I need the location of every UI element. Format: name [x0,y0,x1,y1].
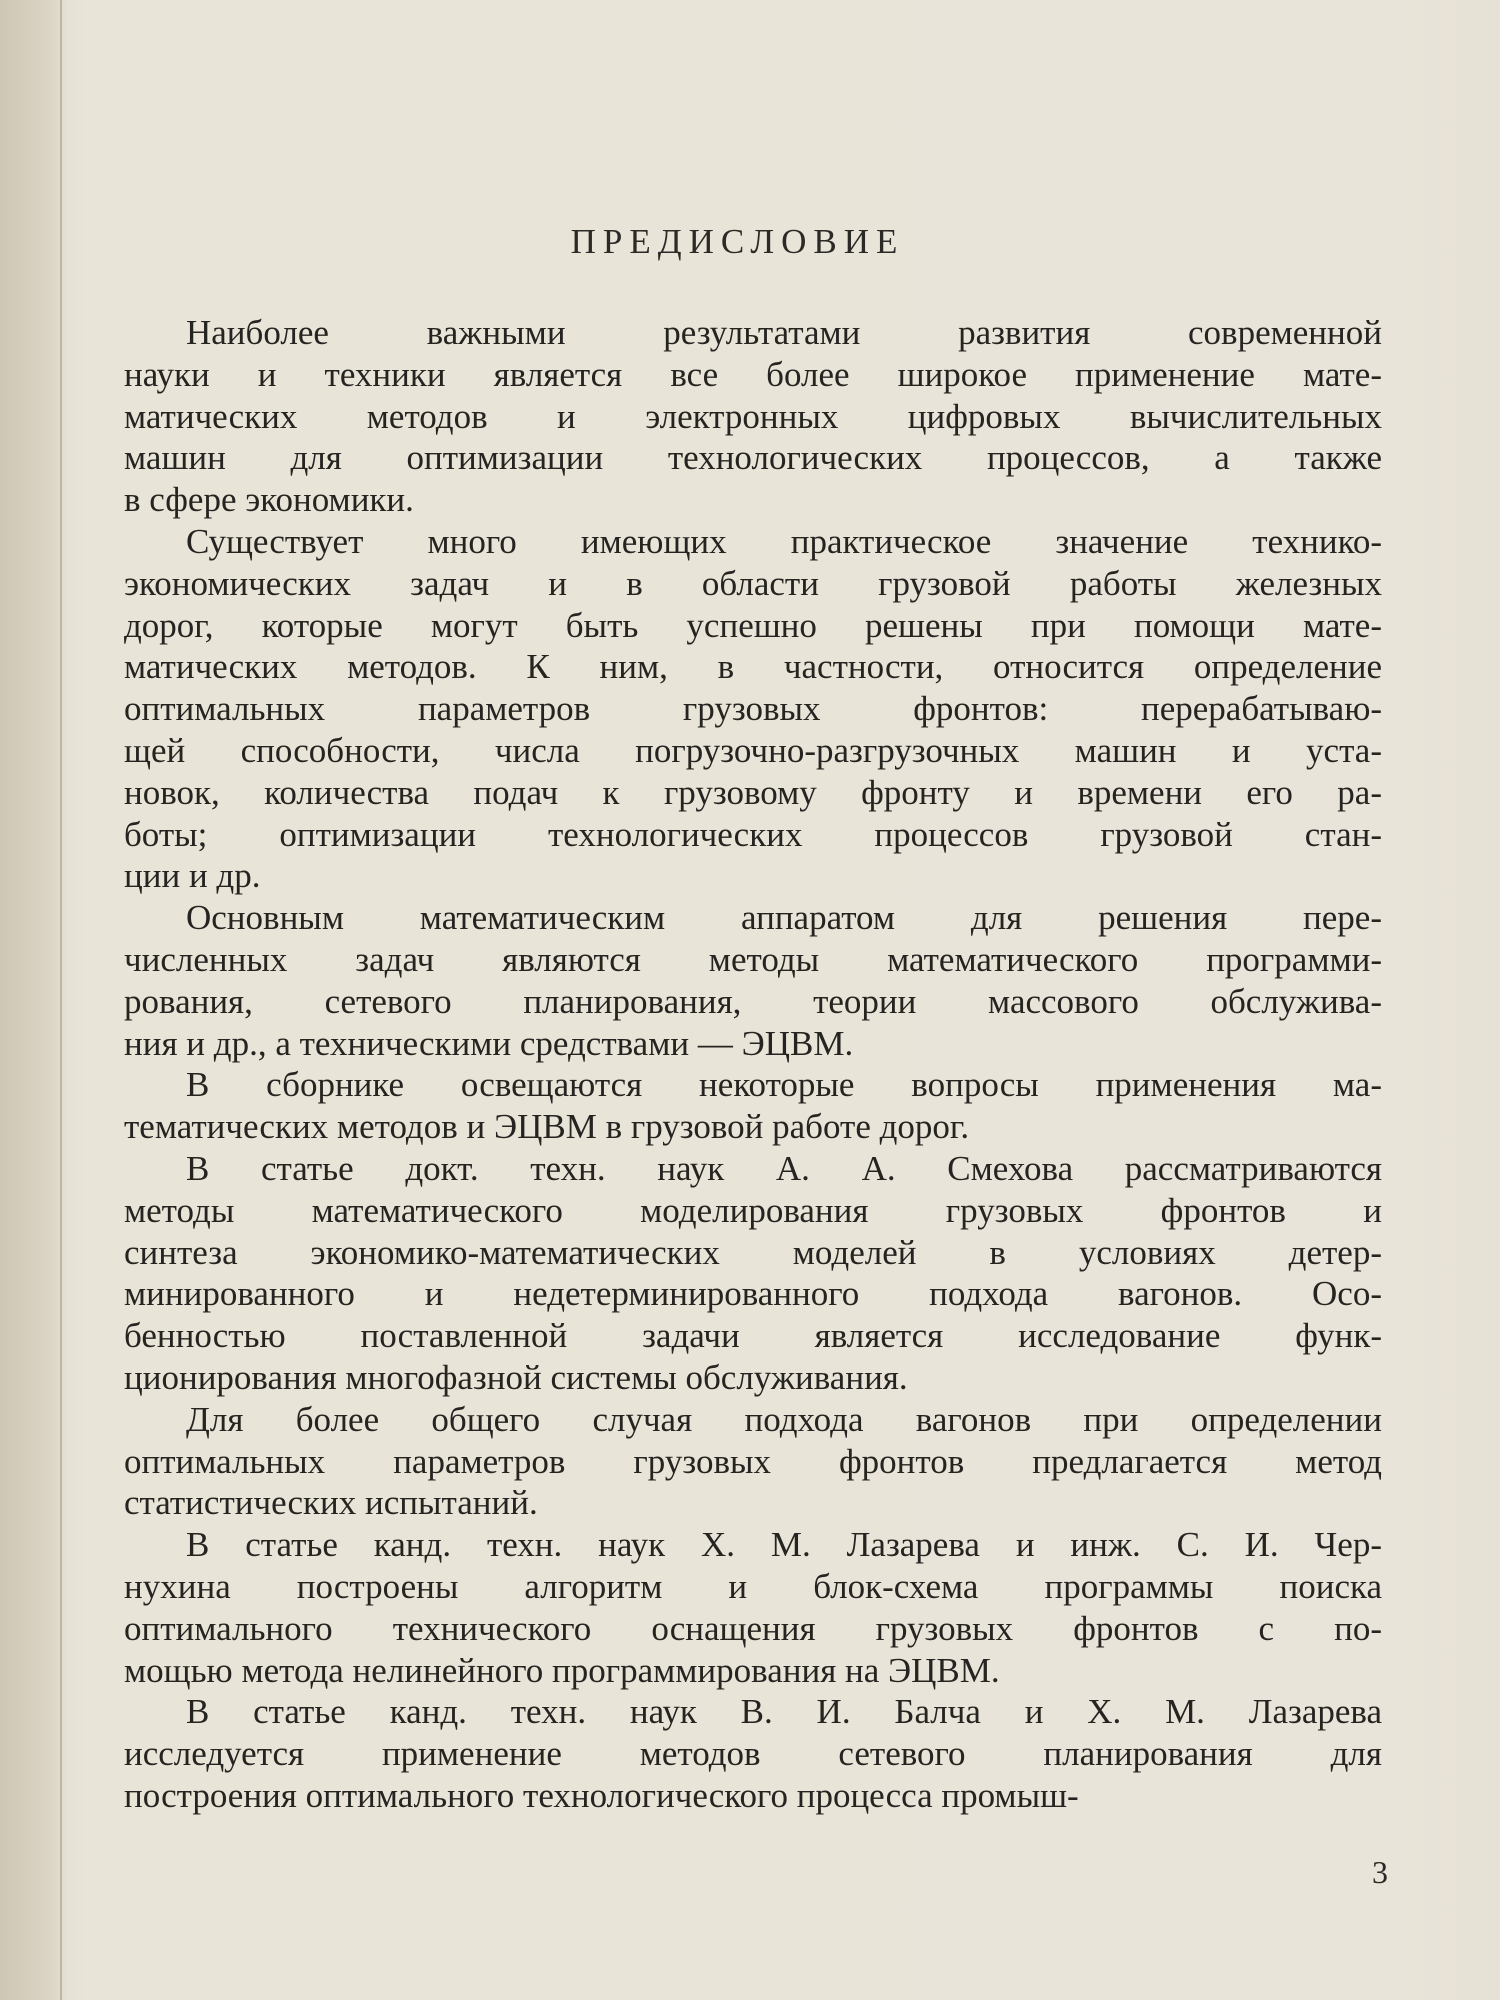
text-line: Существует много имеющих практическое значение технико- [186,521,1382,561]
text-line: Основным математическим аппаратом для решения пере- [186,898,1382,938]
text-line: щей способности, числа погрузочно-разгрузочных машин и уста- [124,730,1382,770]
body-text [124,312,1382,1817]
text-line: мощью метода нелинейного программирования на ЭЦВМ. [124,1650,1000,1690]
text-line: синтеза экономико-математических моделей в условиях детер- [124,1232,1382,1272]
text-line: исследуется применение методов сетевого планирования для [124,1734,1382,1774]
page-heading: ПРЕДИСЛОВИЕ [570,222,905,261]
text-line: в сфере экономики. [124,480,414,520]
text-line: рования, сетевого планирования, теории массового обслужива- [124,981,1382,1021]
text-line: статистических испытаний. [124,1483,538,1523]
text-line: минированного и недетерминированного подхода вагонов. Осо- [124,1274,1382,1314]
text-line: бенностью поставленной задачи является исследование функ- [124,1316,1382,1356]
text-line: ния и др., а техническими средствами — ЭЦВМ. [124,1023,854,1063]
paragraph [124,1148,1382,1399]
text-line: ции и др. [124,856,261,896]
text-line: оптимальных параметров грузовых фронтов предлагается метод [124,1441,1382,1481]
paragraph [124,1524,1382,1691]
text-line: ционирования многофазной системы обслуживания. [124,1357,908,1397]
paragraph [124,1064,1382,1148]
text-line: матических методов и электронных цифровых вычислительных [124,396,1382,436]
paragraph [124,1691,1382,1816]
paragraph [124,897,1382,1064]
text-line: машин для оптимизации технологических процессов, а также [124,438,1382,478]
text-line: новок, количества подач к грузовому фронту и времени его ра- [124,772,1382,812]
text-line: оптимального технического оснащения грузовых фронтов с по- [124,1608,1382,1648]
text-line: методы математического моделирования грузовых фронтов и [124,1190,1382,1230]
text-line: Наиболее важными результатами развития современной [186,313,1382,352]
text-line: боты; оптимизации технологических процессов грузовой стан- [124,814,1382,854]
text-line: В статье канд. техн. наук В. И. Балча и Х. М. Лазарева [186,1692,1382,1732]
text-line: дорог, которые могут быть успешно решены при помощи мате- [124,605,1382,645]
text-line: матических методов. К ним, в частности, относится определение [124,647,1382,687]
binding-edge [0,0,68,2000]
paragraph [124,312,1382,521]
binding-fold-line [60,0,62,2000]
text-line: численных задач являются методы математического программи- [124,939,1382,979]
text-line: экономических задач и в области грузовой работы железных [124,563,1382,603]
text-line: В статье канд. техн. наук Х. М. Лазарева и инж. С. И. Чер- [186,1525,1382,1565]
paragraph [124,1399,1382,1524]
text-line: Для более общего случая подхода вагонов при определении [186,1399,1382,1439]
text-line: нухина построены алгоритм и блок-схема программы поиска [124,1566,1382,1606]
paragraph [124,521,1382,897]
text-line: оптимальных параметров грузовых фронтов: перерабатываю- [124,689,1382,729]
text-line: В сборнике освещаются некоторые вопросы применения ма- [186,1065,1382,1105]
text-line: науки и техники является все более широкое применение мате- [124,354,1382,394]
text-line: тематических методов и ЭЦВМ в грузовой работе дорог. [124,1107,970,1147]
text-line: В статье докт. техн. наук А. А. Смехова рассматриваются [186,1148,1382,1188]
page-number: 3 [1372,1854,1388,1890]
text-line: построения оптимального технологического процесса промыш- [124,1775,1079,1815]
